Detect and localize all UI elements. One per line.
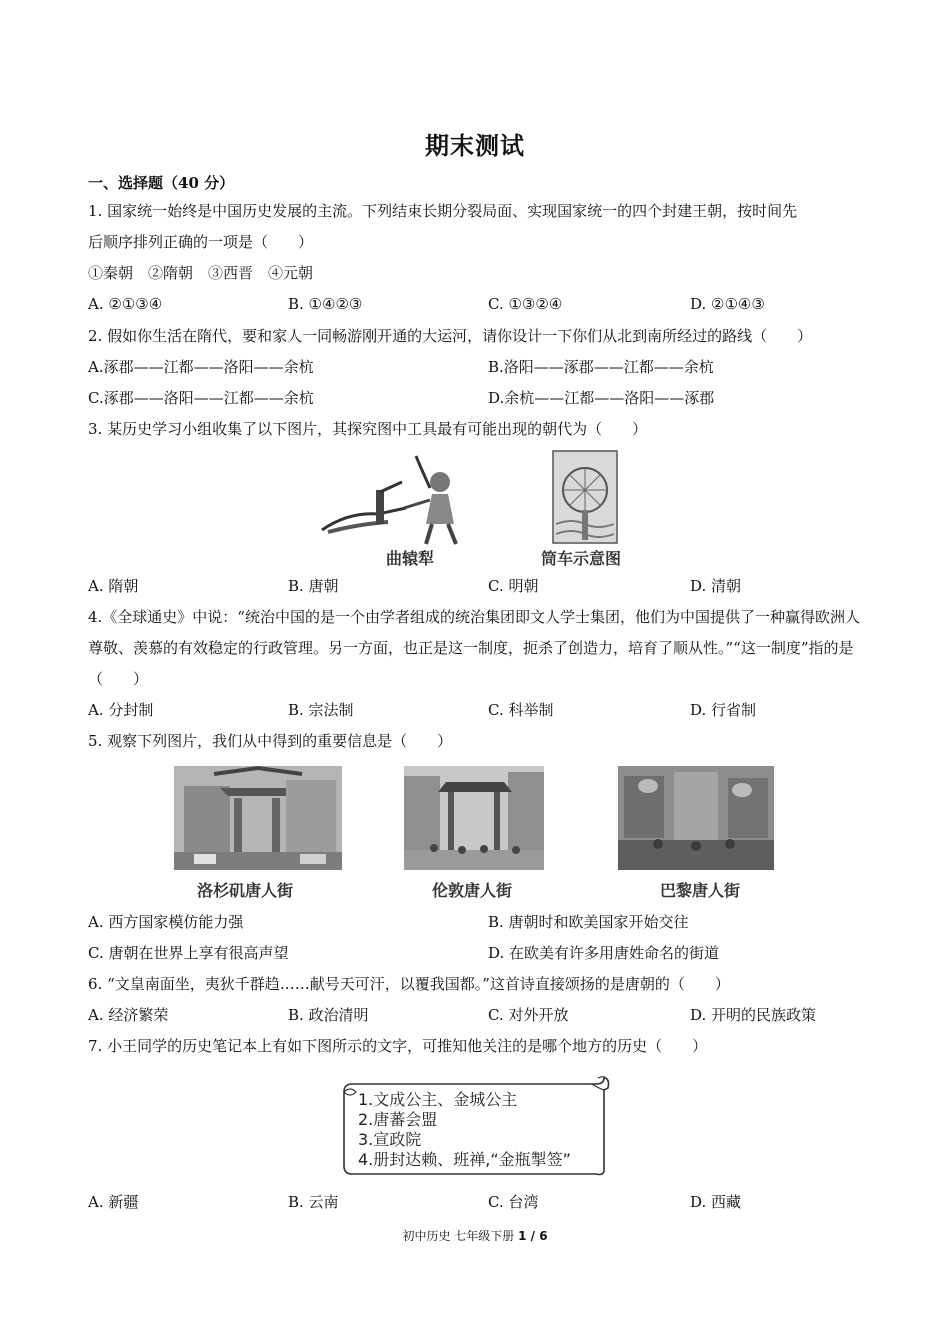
q4-option-d: D. 行省制 [690, 701, 757, 719]
q4-option-b: B. 宗法制 [288, 701, 354, 719]
q7-option-b: B. 云南 [288, 1193, 339, 1211]
london-chinatown-caption: 伦敦唐人街 [432, 881, 513, 900]
q3-option-c: C. 明朝 [488, 577, 539, 595]
paris-chinatown-caption: 巴黎唐人街 [660, 881, 741, 900]
question-5-text: 5. 观察下列图片，我们从中得到的重要信息是（ ） [88, 732, 453, 750]
question-1-items: ①秦朝 ②隋朝 ③西晋 ④元朝 [88, 264, 314, 282]
q5-option-a: A. 西方国家模仿能力强 [88, 913, 244, 931]
q3-option-d: D. 清朝 [690, 577, 742, 595]
london-chinatown-photo [404, 766, 544, 870]
q4-option-c: C. 科举制 [488, 701, 554, 719]
question-2-text: 2. 假如你生活在隋代，要和家人一同畅游刚开通的大运河，请你设计一下你们从北到南所经过的路线（ ） [88, 327, 813, 345]
los-angeles-chinatown-photo [174, 766, 342, 870]
scroll-line-2: 2.唐蕃会盟 [358, 1110, 438, 1129]
q2-option-b: B.洛阳——涿郡——江都——余杭 [488, 358, 714, 376]
q6-option-c: C. 对外开放 [488, 1006, 569, 1024]
page-footer [0, 1227, 950, 1244]
question-7-text: 7. 小王同学的历史笔记本上有如下图所示的文字，可推知他关注的是哪个地方的历史（ ） [88, 1037, 708, 1055]
scroll-line-4: 4.册封达赖、班禅,“金瓶掣签” [358, 1150, 571, 1169]
question-1-line1: 1. 国家统一始终是中国历史发展的主流。下列结束长期分裂局面、实现国家统一的四个封建王朝，按时间先 [88, 202, 798, 220]
q1-option-d: D. ②①④③ [690, 295, 765, 313]
q2-option-c: C.涿郡——洛阳——江都——余杭 [88, 389, 314, 407]
curved-plough-illustration [318, 452, 468, 546]
q5-option-d: D. 在欧美有许多用唐姓命名的街道 [488, 944, 720, 962]
q6-option-a: A. 经济繁荣 [88, 1006, 169, 1024]
question-6-text: 6. “文皇南面坐，夷狄千群趋……献号天可汗，以覆我国都。”这首诗直接颂扬的是唐朝的（ ） [88, 975, 730, 993]
page-number: 1 / 6 [518, 1229, 548, 1243]
q2-option-d: D.余杭——江都——洛阳——涿郡 [488, 389, 715, 407]
question-1-line2: 后顺序排列正确的一项是（ ） [88, 233, 314, 251]
question-4-text: 4.《全球通史》中说：“统治中国的是一个由学者组成的统治集团即文人学士集团，他们为中国提供了一种赢得欧洲人尊敬、羡慕的有效稳定的行政管理。另一方面，也正是这一制度，扼杀了创造力，培育了顺从性。”“这一制度”指的是（ ） [88, 608, 860, 688]
q7-option-d: D. 西藏 [690, 1193, 742, 1211]
q7-option-a: A. 新疆 [88, 1193, 139, 1211]
q3-option-a: A. 隋朝 [88, 577, 139, 595]
q5-option-c: C. 唐朝在世界上享有很高声望 [88, 944, 289, 962]
la-chinatown-caption: 洛杉矶唐人街 [197, 881, 294, 900]
q1-option-b: B. ①④②③ [288, 295, 363, 313]
plough-caption: 曲辕犁 [386, 549, 435, 568]
water-wheel-caption: 筒车示意图 [541, 549, 622, 568]
q1-option-c: C. ①③②④ [488, 295, 563, 313]
paris-chinatown-photo [618, 766, 774, 870]
scroll-line-3: 3.宣政院 [358, 1130, 422, 1149]
q1-option-a: A. ②①③④ [88, 295, 163, 313]
q6-option-d: D. 开明的民族政策 [690, 1006, 817, 1024]
q2-option-a: A.涿郡——江都——洛阳——余杭 [88, 358, 314, 376]
section-heading: 一、选择题（40 分） [88, 174, 235, 192]
q7-option-c: C. 台湾 [488, 1193, 539, 1211]
water-wheel-illustration [552, 450, 618, 544]
question-3-text: 3. 某历史学习小组收集了以下图片，其探究图中工具最有可能出现的朝代为（ ） [88, 420, 648, 438]
scroll-line-1: 1.文成公主、金城公主 [358, 1090, 518, 1109]
q5-option-b: B. 唐朝时和欧美国家开始交往 [488, 913, 689, 931]
q4-option-a: A. 分封制 [88, 701, 154, 719]
q6-option-b: B. 政治清明 [288, 1006, 369, 1024]
footer-label: 初中历史 七年级下册 [402, 1229, 515, 1243]
q3-option-b: B. 唐朝 [288, 577, 339, 595]
page-title: 期末测试 [425, 131, 525, 160]
